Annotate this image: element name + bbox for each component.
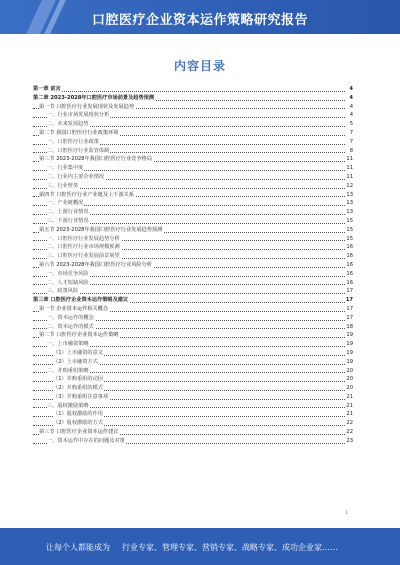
toc-entry-label: 三、口腔医疗行业发展前景展望 bbox=[47, 253, 120, 260]
toc-entry[interactable] bbox=[33, 375, 353, 384]
toc-entry[interactable] bbox=[33, 340, 353, 349]
toc-entry-page: 13 bbox=[346, 209, 353, 216]
toc-entry[interactable] bbox=[33, 155, 353, 164]
toc-entry-page: 17 bbox=[346, 305, 353, 312]
toc-entry-page: 21 bbox=[346, 402, 353, 409]
toc-leader-dots bbox=[33, 293, 345, 294]
toc-entry-page: 19 bbox=[346, 332, 353, 339]
toc-entry-label: （2）并购重组的模式 bbox=[53, 385, 103, 392]
toc-entry-page: 4 bbox=[349, 86, 353, 92]
toc-entry[interactable] bbox=[33, 270, 353, 279]
toc-entry-page: 21 bbox=[346, 393, 353, 400]
toc-entry[interactable] bbox=[33, 182, 353, 191]
toc-entry[interactable] bbox=[33, 85, 353, 94]
toc-leader-dots bbox=[33, 188, 345, 189]
toc-entry[interactable] bbox=[33, 358, 353, 367]
toc-entry-page: 18 bbox=[346, 323, 353, 330]
toc-entry[interactable] bbox=[33, 367, 353, 376]
toc-entry[interactable] bbox=[33, 120, 353, 129]
toc-entry-label: 第一章 前言 bbox=[33, 86, 61, 92]
toc-entry-page: 16 bbox=[346, 270, 353, 277]
toc-entry-label: 第一节 口腔医疗行业发展现状及发展趋势 bbox=[39, 103, 135, 110]
toc-entry-page: 4 bbox=[349, 103, 353, 110]
toc-entry-page: 23 bbox=[346, 437, 353, 444]
toc-entry-page: 16 bbox=[346, 279, 353, 286]
toc-entry-page: 16 bbox=[346, 261, 353, 268]
toc-entry[interactable] bbox=[33, 103, 353, 112]
toc-entry[interactable] bbox=[33, 217, 353, 226]
toc-entry-page: 19 bbox=[346, 358, 353, 365]
toc-entry-label: （1）上市融资的意义 bbox=[53, 349, 103, 356]
toc-entry-label: 一、口腔医疗行业发展趋势分析 bbox=[47, 235, 120, 242]
toc-entry[interactable] bbox=[33, 243, 353, 252]
toc-entry[interactable] bbox=[33, 305, 353, 314]
toc-entry-label: 三、政策风险 bbox=[47, 288, 79, 295]
toc-entry-page: 15 bbox=[346, 226, 353, 233]
toc-entry[interactable] bbox=[33, 129, 353, 138]
toc-entry[interactable] bbox=[33, 111, 353, 120]
toc-entry-page: 7 bbox=[349, 129, 353, 136]
toc-entry-label: 第二节 口腔医疗企业资本运作策略 bbox=[39, 332, 119, 339]
toc-entry[interactable] bbox=[33, 94, 353, 103]
toc-entry-page: 15 bbox=[346, 217, 353, 224]
toc-entry-label: 二、资本运作的模式 bbox=[47, 323, 94, 330]
toc-entry-label: 第六节 2023-2028年我国口腔医疗行业风险分析 bbox=[39, 261, 152, 268]
footer-banner bbox=[0, 528, 400, 565]
toc-entry-page: 19 bbox=[346, 349, 353, 356]
toc-entry-label: 一、资本运作的概念 bbox=[47, 314, 94, 321]
toc-entry[interactable] bbox=[33, 419, 353, 428]
toc-entry-page: 17 bbox=[346, 288, 353, 295]
toc-entry[interactable] bbox=[33, 261, 353, 270]
toc-entry-page: 11 bbox=[346, 173, 353, 180]
toc-entry-label: 第二章 2023-2028年口腔医疗市场前景及趋势预测 bbox=[33, 94, 155, 101]
toc-entry[interactable] bbox=[33, 296, 353, 305]
toc-entry-page: 16 bbox=[346, 244, 353, 251]
toc-entry-page: 4 bbox=[349, 112, 353, 119]
toc-entry-label: 二、行业内主要企业情况 bbox=[47, 173, 105, 180]
toc-entry-page: 4 bbox=[349, 94, 353, 101]
toc-entry[interactable] bbox=[33, 252, 353, 261]
toc-entry[interactable] bbox=[33, 279, 353, 288]
toc-entry-label: 第三节 2023-2028年我国口腔医疗行业竞争格局 bbox=[39, 156, 152, 163]
page-number: 1 bbox=[345, 510, 348, 515]
toc-entry-label: 一、资本运作中存在的问题及对策 bbox=[47, 437, 125, 444]
toc-entry-page: 11 bbox=[346, 165, 353, 172]
footer-tagline: 行业专家、管理专家、营销专家、战略专家、成功企业家…… bbox=[122, 543, 338, 552]
toc-entry-label: 二、人才短缺风险 bbox=[47, 279, 89, 286]
toc-entry[interactable] bbox=[33, 208, 353, 217]
toc-entry-label: （2）股权激励的方式 bbox=[53, 420, 103, 427]
toc-entry[interactable] bbox=[33, 226, 353, 235]
toc-entry[interactable] bbox=[33, 402, 353, 411]
toc-entry-page: 15 bbox=[346, 235, 353, 242]
toc-entry[interactable] bbox=[33, 173, 353, 182]
toc-entry[interactable] bbox=[33, 147, 353, 156]
toc-entry-label: 第四节 口腔医疗行业产业链及上下游关系 bbox=[39, 191, 135, 198]
toc-entry[interactable] bbox=[33, 437, 353, 446]
toc-entry[interactable] bbox=[33, 393, 353, 402]
toc-entry-label: 一、行业集中度 bbox=[47, 165, 84, 172]
toc-entry-page: 13 bbox=[346, 191, 353, 198]
toc-entry-label: 一、产业链概况 bbox=[47, 200, 84, 207]
toc-entry-label: 三、股权激励策略 bbox=[47, 402, 89, 409]
toc-entry-page: 5 bbox=[349, 121, 353, 128]
toc-entry-label: 二、未来发展趋势 bbox=[47, 121, 89, 128]
toc-entry-label: 二、口腔医疗行业市场规模预测 bbox=[47, 244, 120, 251]
toc-entry-page: 13 bbox=[346, 200, 353, 207]
toc-entry[interactable] bbox=[33, 410, 353, 419]
toc-entry-label: 第一节 企业资本运作相关概念 bbox=[39, 305, 109, 312]
table-of-contents bbox=[33, 85, 353, 446]
toc-entry-label: 第五节 2023-2028年我国口腔医疗行业发展趋势预测 bbox=[39, 226, 163, 233]
toc-entry[interactable] bbox=[33, 428, 353, 437]
toc-entry-label: 一、行业市场发展现状分析 bbox=[47, 112, 110, 119]
toc-entry-label: 一、口腔医疗行业政策 bbox=[47, 138, 99, 145]
toc-heading: 内容目录 bbox=[173, 59, 226, 73]
toc-entry-label: （2）上市融资方式 bbox=[53, 358, 98, 365]
toc-entry-page: 8 bbox=[349, 147, 353, 154]
footer-slogan: 让每个人都能成为 bbox=[46, 543, 110, 552]
toc-entry-page: 17 bbox=[346, 314, 353, 321]
toc-entry[interactable] bbox=[33, 331, 353, 340]
toc-entry-label: 二、口腔医疗行业监管体制 bbox=[47, 147, 110, 154]
toc-entry[interactable] bbox=[33, 199, 353, 208]
report-header bbox=[0, 0, 400, 34]
toc-entry-page: 17 bbox=[345, 297, 353, 304]
toc-entry-label: 第三章 口腔医疗企业资本运作策略及建议 bbox=[33, 297, 129, 304]
toc-entry[interactable] bbox=[33, 314, 353, 323]
toc-entry-page: 21 bbox=[346, 411, 353, 418]
toc-entry-label: （1）并购重组的动因 bbox=[53, 376, 103, 383]
toc-entry-label: （1）股权激励的作用 bbox=[53, 411, 103, 418]
toc-entry[interactable] bbox=[33, 164, 353, 173]
toc-entry-page: 12 bbox=[346, 182, 353, 189]
toc-entry-label: 第二节 我国口腔医疗行业政策环境 bbox=[39, 129, 119, 136]
report-title: 口腔医疗企业资本运作策略研究报告 bbox=[91, 13, 308, 28]
toc-entry-page: 19 bbox=[346, 341, 353, 348]
toc-entry-label: 一、上市融资策略 bbox=[47, 341, 89, 348]
toc-entry[interactable] bbox=[33, 235, 353, 244]
toc-entry-label: 二、并购重组策略 bbox=[47, 367, 89, 374]
toc-entry-page: 20 bbox=[346, 376, 353, 383]
toc-entry-page: 7 bbox=[349, 138, 353, 145]
toc-entry-label: 二、上游行业情况 bbox=[47, 209, 89, 216]
toc-entry-page: 22 bbox=[346, 429, 353, 436]
toc-entry[interactable] bbox=[33, 287, 353, 296]
toc-entry-label: 三、行业壁垒 bbox=[47, 182, 79, 189]
toc-entry-page: 11 bbox=[346, 156, 353, 163]
toc-entry-page: 20 bbox=[346, 385, 353, 392]
toc-leader-dots bbox=[33, 91, 345, 92]
toc-entry[interactable] bbox=[33, 191, 353, 200]
toc-entry-label: （3）并购重组注意事项 bbox=[53, 393, 109, 400]
toc-entry-label: 一、市场竞争风险 bbox=[47, 270, 89, 277]
toc-entry-page: 16 bbox=[346, 253, 353, 260]
toc-entry-label: 三、下游行业情况 bbox=[47, 217, 89, 224]
toc-entry[interactable] bbox=[33, 349, 353, 358]
toc-entry-label: 第三节 口腔医疗企业资本运作建议 bbox=[39, 429, 119, 436]
toc-entry[interactable] bbox=[33, 138, 353, 147]
toc-entry-page: 22 bbox=[346, 420, 353, 427]
toc-entry[interactable] bbox=[33, 384, 353, 393]
toc-entry[interactable] bbox=[33, 323, 353, 332]
toc-entry-page: 20 bbox=[346, 367, 353, 374]
